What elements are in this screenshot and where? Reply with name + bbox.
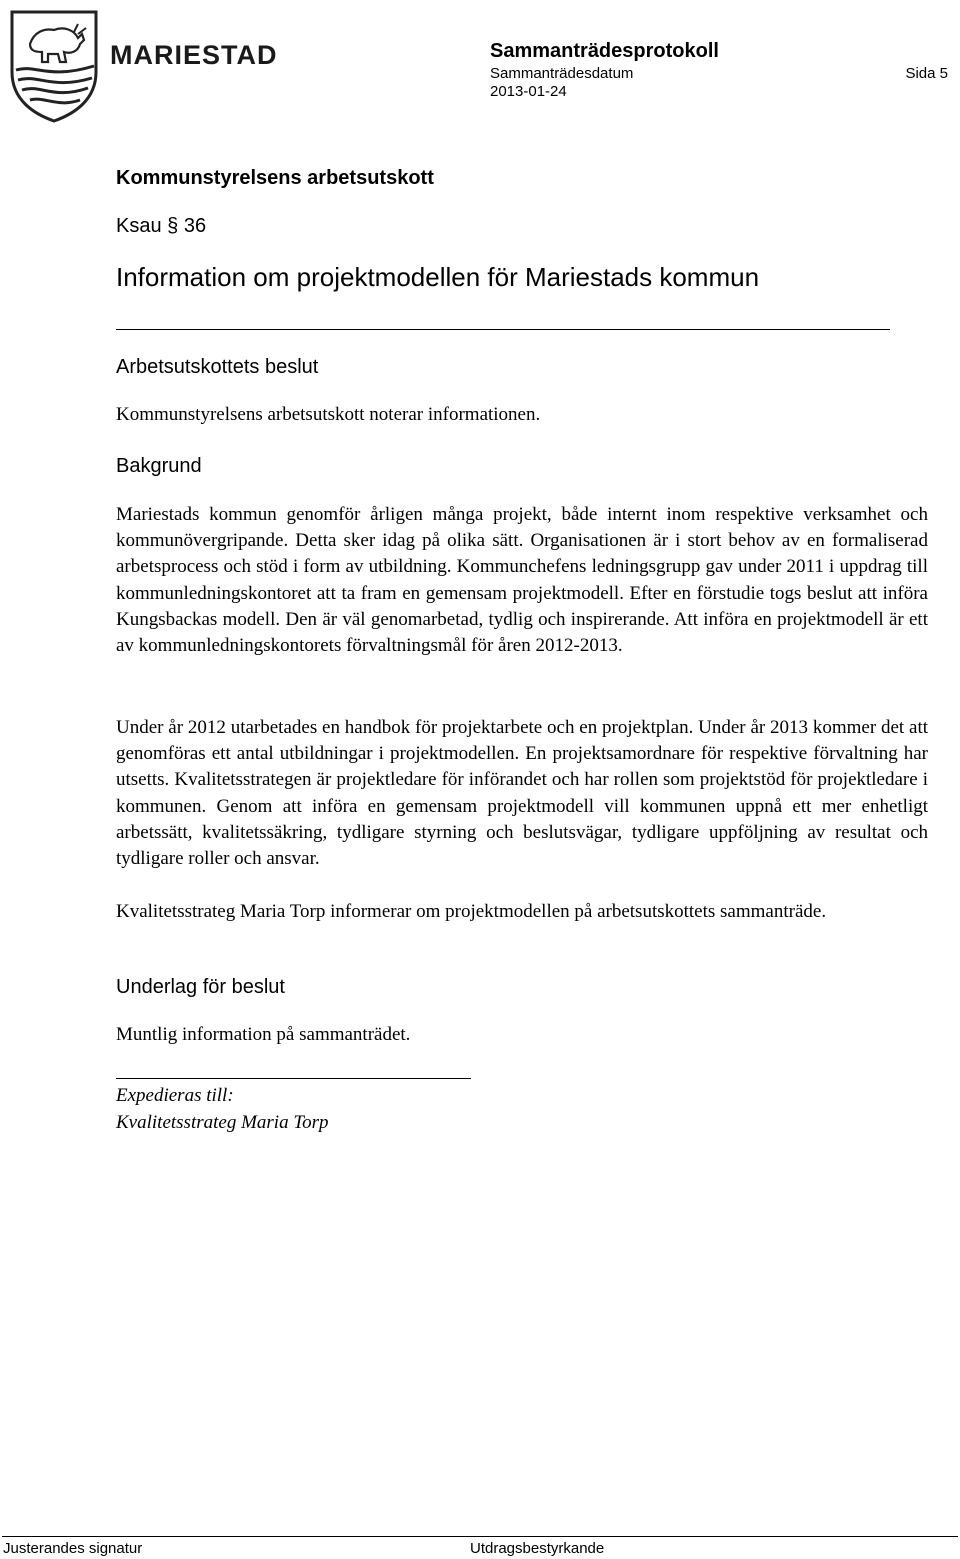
committee-name: Kommunstyrelsens arbetsutskott (116, 167, 434, 189)
decision-text: Kommunstyrelsens arbetsutskott noterar informationen. (116, 404, 541, 425)
decision-heading: Arbetsutskottets beslut (116, 356, 319, 378)
page-title: Information om projektmodellen för Mariestads kommun (116, 262, 760, 292)
background-heading: Bakgrund (116, 455, 202, 477)
meeting-date: 2013-01-24 (490, 83, 567, 100)
background-paragraph-1: Mariestads kommun genomför årligen många projekt, både internt inom respektive verksamhet och kommunövergripande. Detta sker idag på olika sätt. Organisationen är i stort behov av en formaliserad arbetsprocess och stöd i form av utbildning. Kommunchefens ledningsgrupp gav under 2011 i uppdrag till kommunledningskontoret att ta fram en gemensam projektmodell. Efter en förstudie togs beslut att införa Kungsbackas modell. Den är väl genomarbetad, tydlig och inspirerande. Att införa en projektmodell är ett av kommunledningskontorets förvaltningsmål för åren 2012-2013. (116, 504, 928, 657)
meeting-date-label: Sammanträdesdatum (490, 65, 634, 82)
paragraph-number: Ksau § 36 (116, 215, 207, 237)
title-divider (116, 329, 890, 330)
dispatch-recipient: Kvalitetsstrateg Maria Torp (116, 1112, 329, 1133)
extract-certification-label: Utdragsbestyrkande (470, 1540, 605, 1557)
background-paragraph-3: Kvalitetsstrateg Maria Torp informerar om projektmodellen på arbetsutskottets sammanträde. (116, 901, 827, 922)
page-number: Sida 5 (905, 65, 948, 82)
municipality-wordmark: MARIESTAD (110, 40, 278, 70)
dispatch-divider (116, 1078, 471, 1079)
dispatch-label: Expedieras till: (116, 1085, 234, 1106)
footer-divider (2, 1536, 958, 1537)
background-paragraph-2: Under år 2012 utarbetades en handbok för projektarbete och en projektplan. Under år 2013 kommer det att genomföras ett antal utbildningar i projektmodellen. En projektsamordnare för respektive förvaltning har utsetts. Kvalitetsstrategen är projektledare för införandet och har rollen som projektstöd för projektledare i kommunen. Genom att införa en gemensam projektmodell vill kommunen uppnå ett mer enhetligt arbetssätt, kvalitetssäkring, tydligare styrning och beslutsvägar, tydligare uppföljning av resultat och tydligare roller och ansvar. (116, 717, 928, 870)
basis-text: Muntlig information på sammanträdet. (116, 1024, 411, 1045)
basis-heading: Underlag för beslut (116, 976, 285, 998)
adjuster-signature-label: Justerandes signatur (3, 1540, 143, 1557)
document-type: Sammanträdesprotokoll (490, 40, 719, 62)
coat-of-arms-icon (8, 8, 100, 124)
